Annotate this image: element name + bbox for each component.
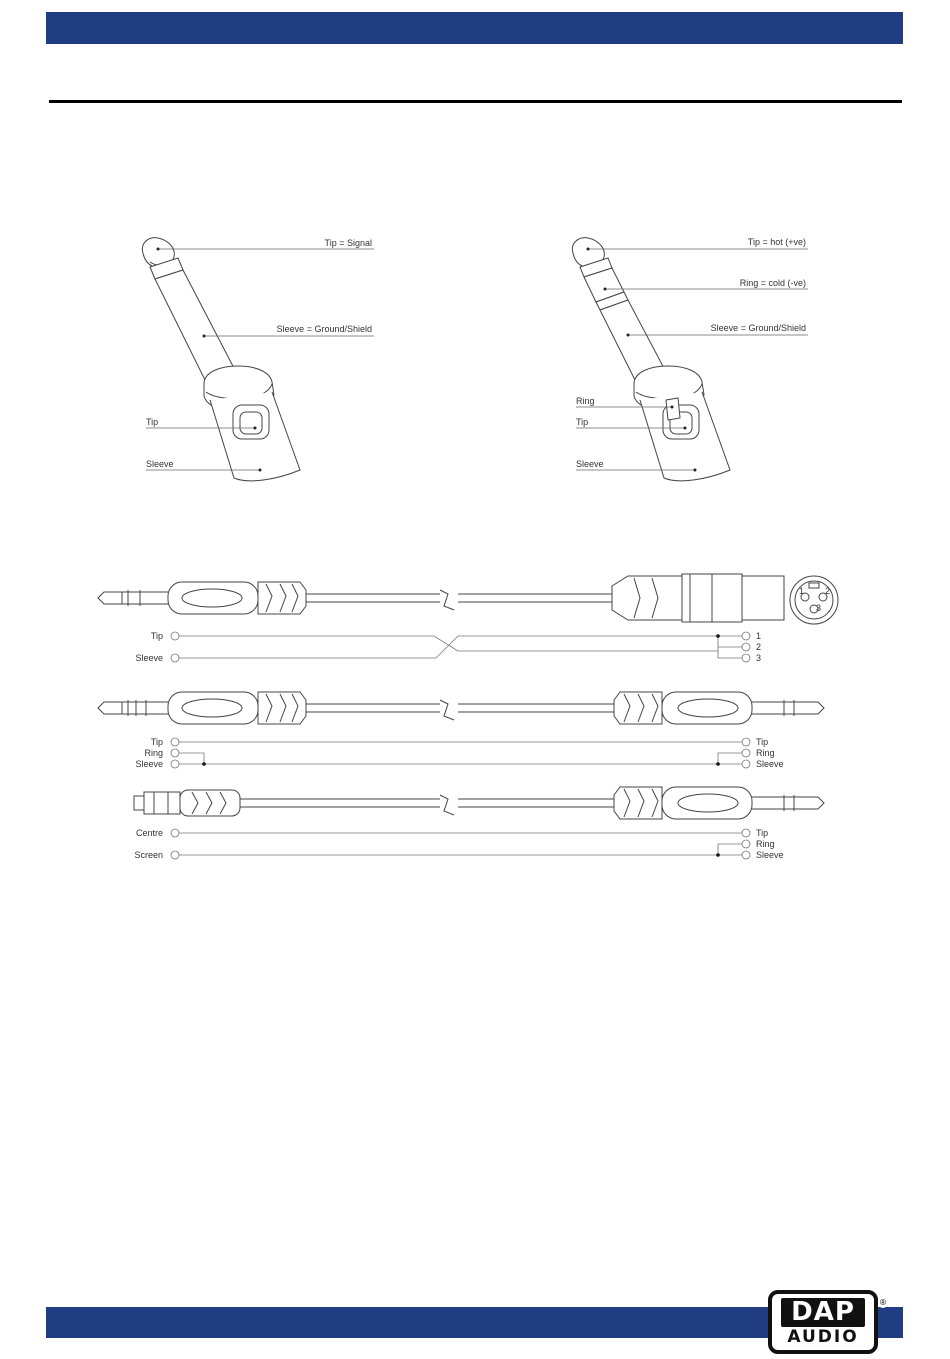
cable-jack-jack-wiring	[171, 738, 750, 768]
rca-left-screen-label: Screen	[134, 850, 163, 860]
rca-right-sleeve-label: Sleeve	[756, 850, 784, 860]
stereo-sleeve-ground-label: Sleeve = Ground/Shield	[710, 323, 806, 333]
xlr-face-pin2: 2	[825, 586, 831, 596]
xlr-face-pin3: 3	[816, 603, 822, 613]
xlr-left-sleeve-label: Sleeve	[135, 653, 163, 663]
stereo-sleeve-label: Sleeve	[576, 459, 604, 469]
junction-dot	[716, 634, 720, 638]
xlr-pin2-label: 2	[756, 642, 762, 652]
xlr-pin1-label: 1	[756, 631, 762, 641]
rca-right-tip-label: Tip	[756, 828, 769, 838]
cable-rca-jack-wiring	[171, 829, 750, 859]
junction-dot	[202, 762, 206, 766]
xlr-pin3-label: 3	[756, 653, 762, 663]
jj-left-tip-label: Tip	[150, 737, 163, 747]
rca-left-centre-label: Centre	[135, 828, 163, 838]
mono-plug-illustration	[142, 238, 300, 481]
junction-dot	[716, 853, 720, 857]
jj-left-sleeve-label: Sleeve	[135, 759, 163, 769]
mono-sleeve-label: Sleeve	[146, 459, 174, 469]
cable-rca-jack-illustration	[134, 787, 824, 819]
jj-right-ring-label: Ring	[756, 748, 775, 758]
mono-tip-label: Tip	[146, 417, 159, 427]
cable-jack-xlr-wiring	[171, 632, 750, 662]
mono-tip-signal-label: Tip = Signal	[324, 238, 372, 248]
xlr-left-tip-label: Tip	[150, 631, 163, 641]
junction-dot	[716, 762, 720, 766]
cable-jack-jack-illustration	[98, 692, 824, 724]
stereo-ring-label: Ring	[576, 396, 595, 406]
jj-right-sleeve-label: Sleeve	[756, 759, 784, 769]
stereo-plug-illustration	[572, 238, 730, 481]
jj-right-tip-label: Tip	[756, 737, 769, 747]
xlr-face-pin1: 1	[799, 586, 805, 596]
stereo-tip-hot-label: Tip = hot (+ve)	[747, 237, 806, 247]
registered-mark: ®	[879, 1298, 887, 1307]
mono-sleeve-ground-label: Sleeve = Ground/Shield	[276, 324, 372, 334]
logo-bottom-text: AUDIO	[787, 1327, 859, 1347]
jj-left-ring-label: Ring	[144, 748, 163, 758]
stereo-ring-cold-label: Ring = cold (-ve)	[739, 278, 806, 288]
rca-right-ring-label: Ring	[756, 839, 775, 849]
stereo-tip-label: Tip	[576, 417, 589, 427]
dap-audio-logo	[768, 1290, 887, 1354]
logo-top-text: DAP	[781, 1298, 865, 1327]
cable-jack-xlr-illustration	[98, 574, 838, 624]
